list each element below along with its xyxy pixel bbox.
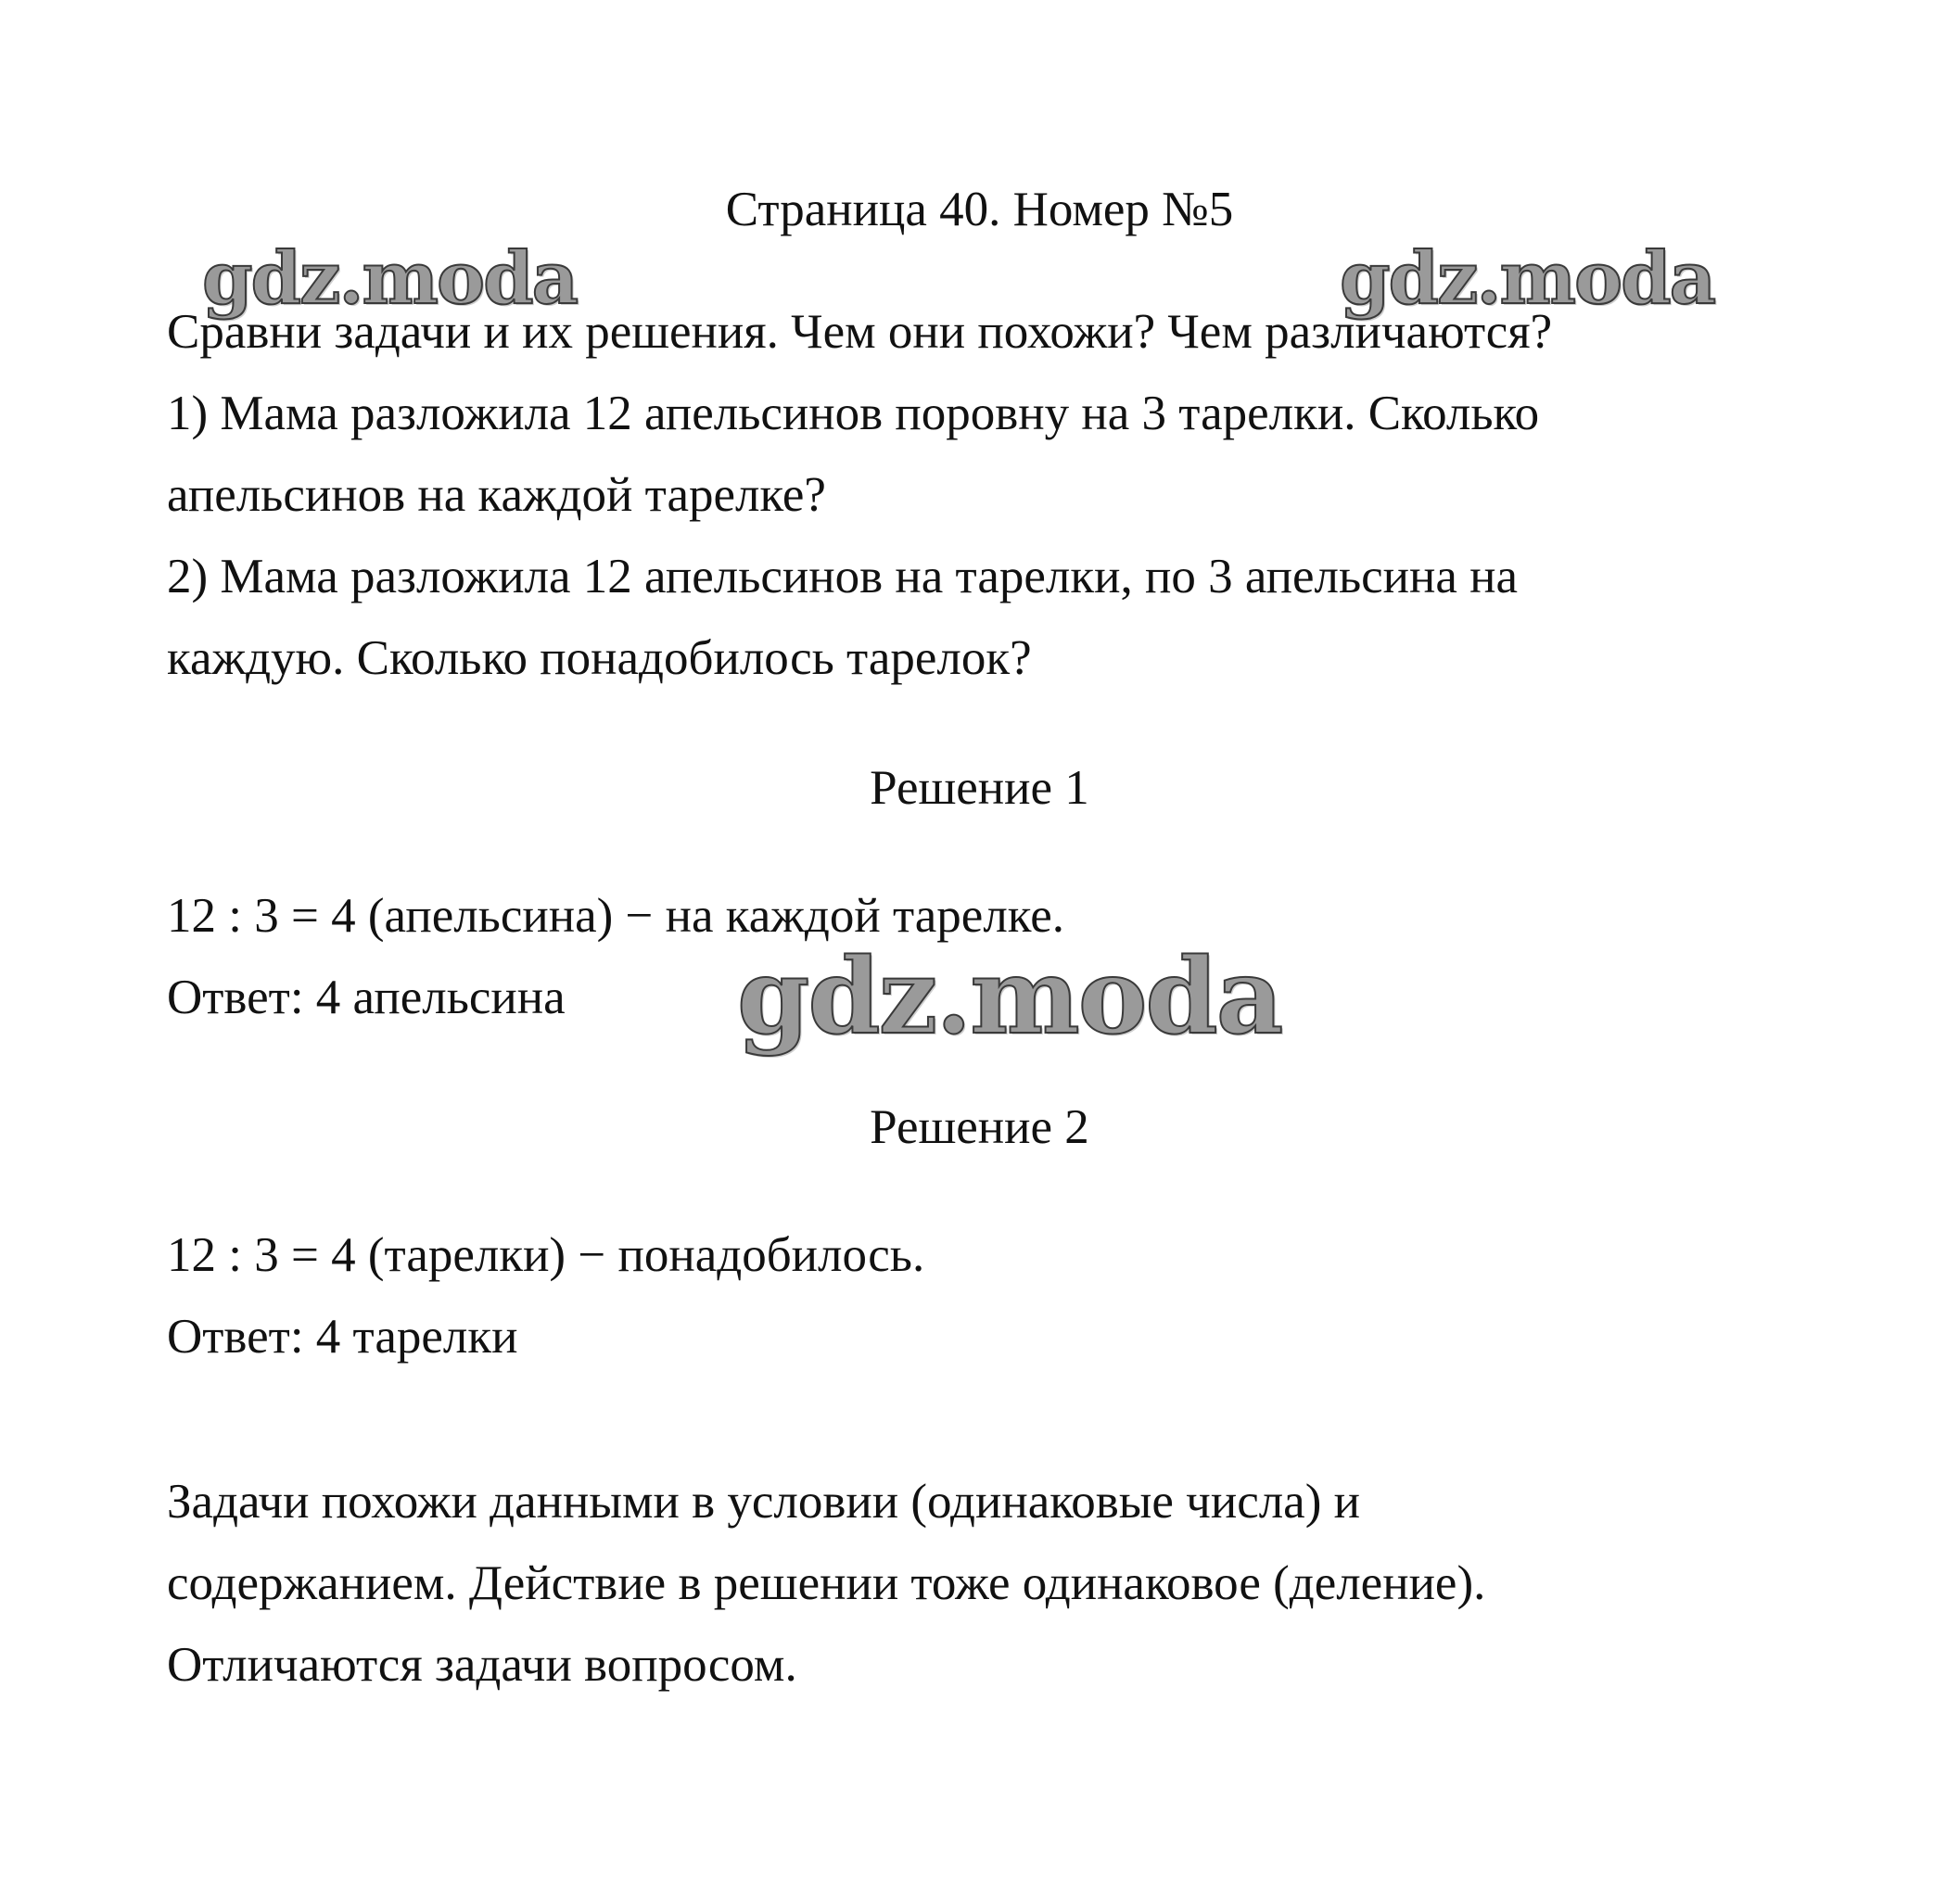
watermark-top-left: gdz.moda	[202, 236, 578, 321]
conclusion-line-2: содержанием. Действие в решении тоже одинаковое (деление).	[167, 1556, 1486, 1610]
task-line-2: апельсинов на каждой тарелке?	[167, 468, 826, 522]
solution-2-heading: Решение 2	[870, 1100, 1089, 1154]
solution-1-answer: Ответ: 4 апельсина	[167, 971, 566, 1024]
watermark-center: gdz.moda	[737, 936, 1282, 1058]
watermark-top-right: gdz.moda	[1340, 236, 1715, 321]
solution-2-equation: 12 : 3 = 4 (тарелки) − понадобилось.	[167, 1228, 925, 1282]
solution-1-heading: Решение 1	[870, 761, 1089, 815]
task-line-4: каждую. Сколько понадобилось тарелок?	[167, 631, 1032, 685]
conclusion-line-3: Отличаются задачи вопросом.	[167, 1638, 797, 1692]
task-line-3: 2) Мама разложила 12 апельсинов на тарелки, по 3 апельсина на	[167, 550, 1519, 603]
solution-1-equation: 12 : 3 = 4 (апельсина) − на каждой тарелке.	[167, 889, 1064, 943]
solution-2-answer: Ответ: 4 тарелки	[167, 1310, 518, 1364]
task-question: Сравни задачи и их решения. Чем они похожи? Чем различаются?	[167, 305, 1553, 359]
page-title: Страница 40. Номер №5	[725, 183, 1234, 236]
conclusion-line-1: Задачи похожи данными в условии (одинаковые числа) и	[167, 1475, 1360, 1529]
task-line-1: 1) Мама разложила 12 апельсинов поровну на 3 тарелки. Сколько	[167, 387, 1540, 440]
